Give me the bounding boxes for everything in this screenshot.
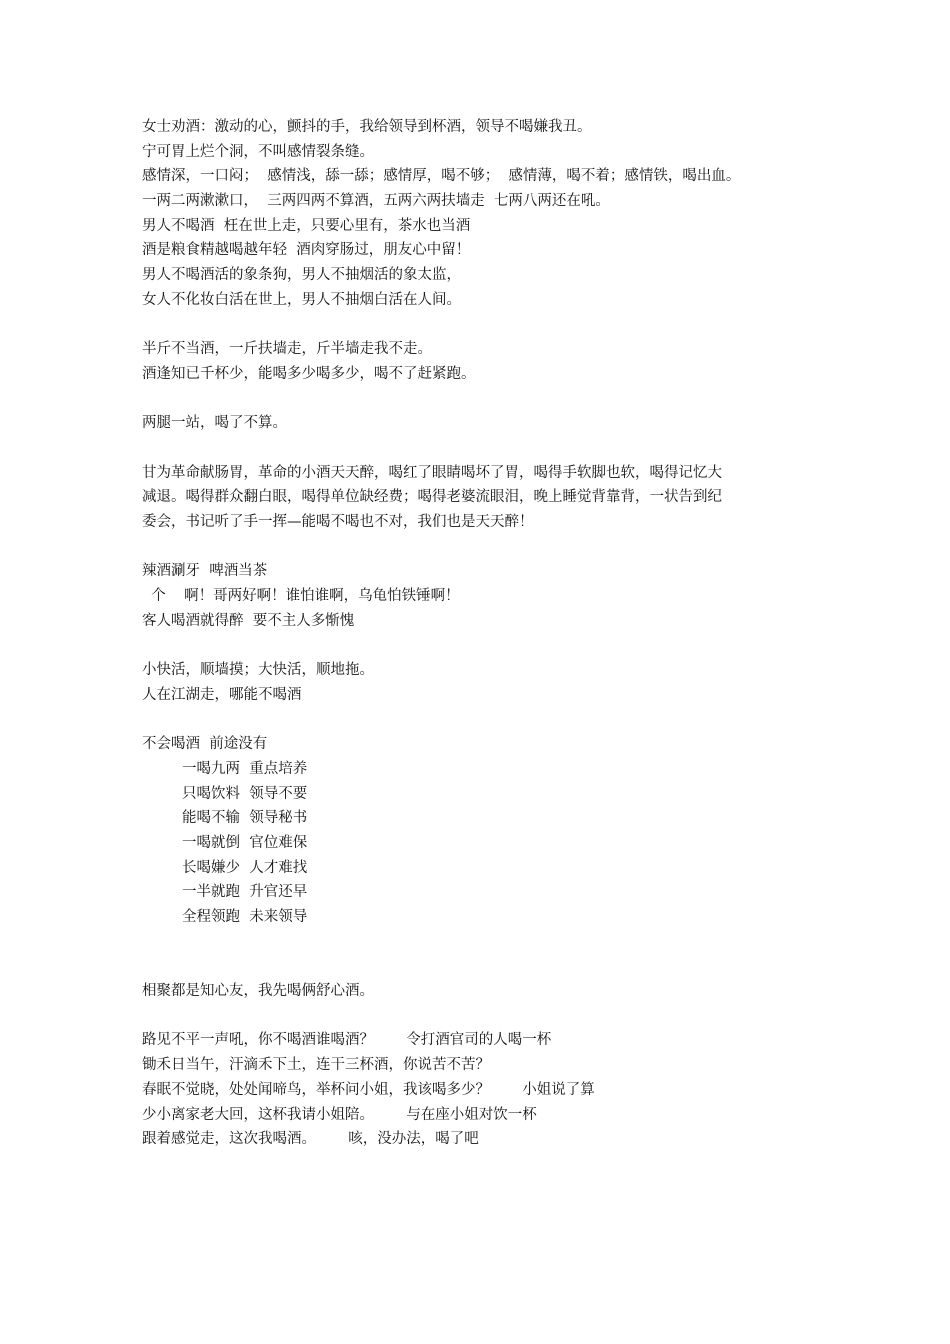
text-line: 宁可胃上烂个洞，不叫感情裂条缝。 bbox=[142, 143, 374, 160]
text-line: 一喝就倒 官位难保 bbox=[182, 834, 308, 851]
text-line: 只喝饮料 领导不要 bbox=[182, 785, 308, 802]
text-line: 减退。喝得群众翻白眼，喝得单位缺经费；喝得老婆流眼泪，晚上睡觉背靠背，一状告到纪 bbox=[142, 489, 722, 506]
text-line: 不会喝酒 前途没有 bbox=[142, 736, 268, 753]
text-line: 女士劝酒：激动的心，颤抖的手，我给领导到杯酒，领导不喝嫌我丑。 bbox=[142, 119, 592, 135]
text-line: 小快活，顺墙摸；大快活，顺地拖。 bbox=[142, 662, 374, 679]
text-line: 人在江湖走，哪能不喝酒 bbox=[142, 686, 302, 703]
spacer bbox=[142, 930, 842, 955]
blank-line bbox=[142, 535, 842, 560]
text-line: 半斤不当酒，一斤扶墙走，斤半墙走我不走。 bbox=[142, 341, 432, 358]
text-line: 全程领跑 未来领导 bbox=[182, 909, 308, 925]
text-line: 跟着感觉走，这次我喝酒。 咳，没办法，喝了吧 bbox=[142, 1131, 479, 1148]
indented-section bbox=[142, 757, 842, 930]
blank-line bbox=[142, 436, 842, 461]
text-line: 锄禾日当午，汗滴禾下土，连干三杯酒，你说苦不苦？ bbox=[142, 1057, 490, 1074]
text-line: 委会，书记听了手一挥—能喝不喝也不对，我们也是天天醉！ bbox=[142, 514, 534, 530]
text-line: 一半就跑 升官还早 bbox=[182, 884, 308, 901]
main-section bbox=[142, 115, 842, 757]
text-line: 长喝嫌少 人才难找 bbox=[182, 859, 308, 876]
text-line: 男人不喝酒活的象条狗，男人不抽烟活的象太监， bbox=[142, 267, 461, 284]
text-line: 男人不喝酒 枉在世上走，只要心里有，茶水也当酒 bbox=[142, 217, 471, 234]
closing-section bbox=[142, 979, 842, 1152]
blank-line bbox=[142, 1004, 842, 1029]
text-line: 酒逢知已千杯少，能喝多少喝多少，喝不了赶紧跑。 bbox=[142, 365, 476, 382]
blank-line bbox=[142, 633, 842, 658]
text-line: 相聚都是知心友，我先喝俩舒心酒。 bbox=[142, 983, 374, 1000]
document-page bbox=[142, 115, 842, 1152]
spacer bbox=[142, 954, 842, 979]
text-line: 客人喝酒就得醉 要不主人多惭愧 bbox=[142, 612, 355, 629]
text-line: 辣酒涮牙 啤酒当茶 bbox=[142, 563, 268, 580]
blank-line bbox=[142, 708, 842, 733]
text-line: 路见不平一声吼，你不喝酒谁喝酒？ 令打酒官司的人喝一杯 bbox=[142, 1032, 552, 1049]
text-line: 少小离家老大回，这杯我请小姐陪。 与在座小姐对饮一杯 bbox=[142, 1106, 537, 1123]
text-line: 一两二两漱漱口， 三两四两不算酒，五两六两扶墙走 七两八两还在吼。 bbox=[142, 193, 610, 210]
text-line: 个 啊！哥两好啊！谁怕谁啊，乌龟怕铁锤啊！ bbox=[142, 588, 460, 605]
text-line: 两腿一站，喝了不算。 bbox=[142, 415, 287, 432]
text-line: 能喝不输 领导秘书 bbox=[182, 810, 308, 827]
text-line: 甘为革命献肠胃，革命的小酒天天醉，喝红了眼睛喝坏了胃，喝得手软脚也软，喝得记忆大 bbox=[142, 464, 722, 481]
blank-line bbox=[142, 387, 842, 412]
text-line: 春眠不觉晓，处处闻啼鸟，举杯问小姐，我该喝多少？ 小姐说了算 bbox=[142, 1081, 595, 1098]
text-line: 酒是粮食精越喝越年轻 酒肉穿肠过，朋友心中留！ bbox=[142, 242, 471, 259]
text-line: 女人不化妆白活在世上，男人不抽烟白活在人间。 bbox=[142, 291, 461, 308]
blank-line bbox=[142, 313, 842, 338]
text-line: 感情深，一口闷； 感情浅，舔一舔；感情厚，喝不够； 感情薄，喝不着；感情铁，喝出血。 bbox=[142, 168, 741, 185]
text-line: 一喝九两 重点培养 bbox=[182, 760, 308, 777]
